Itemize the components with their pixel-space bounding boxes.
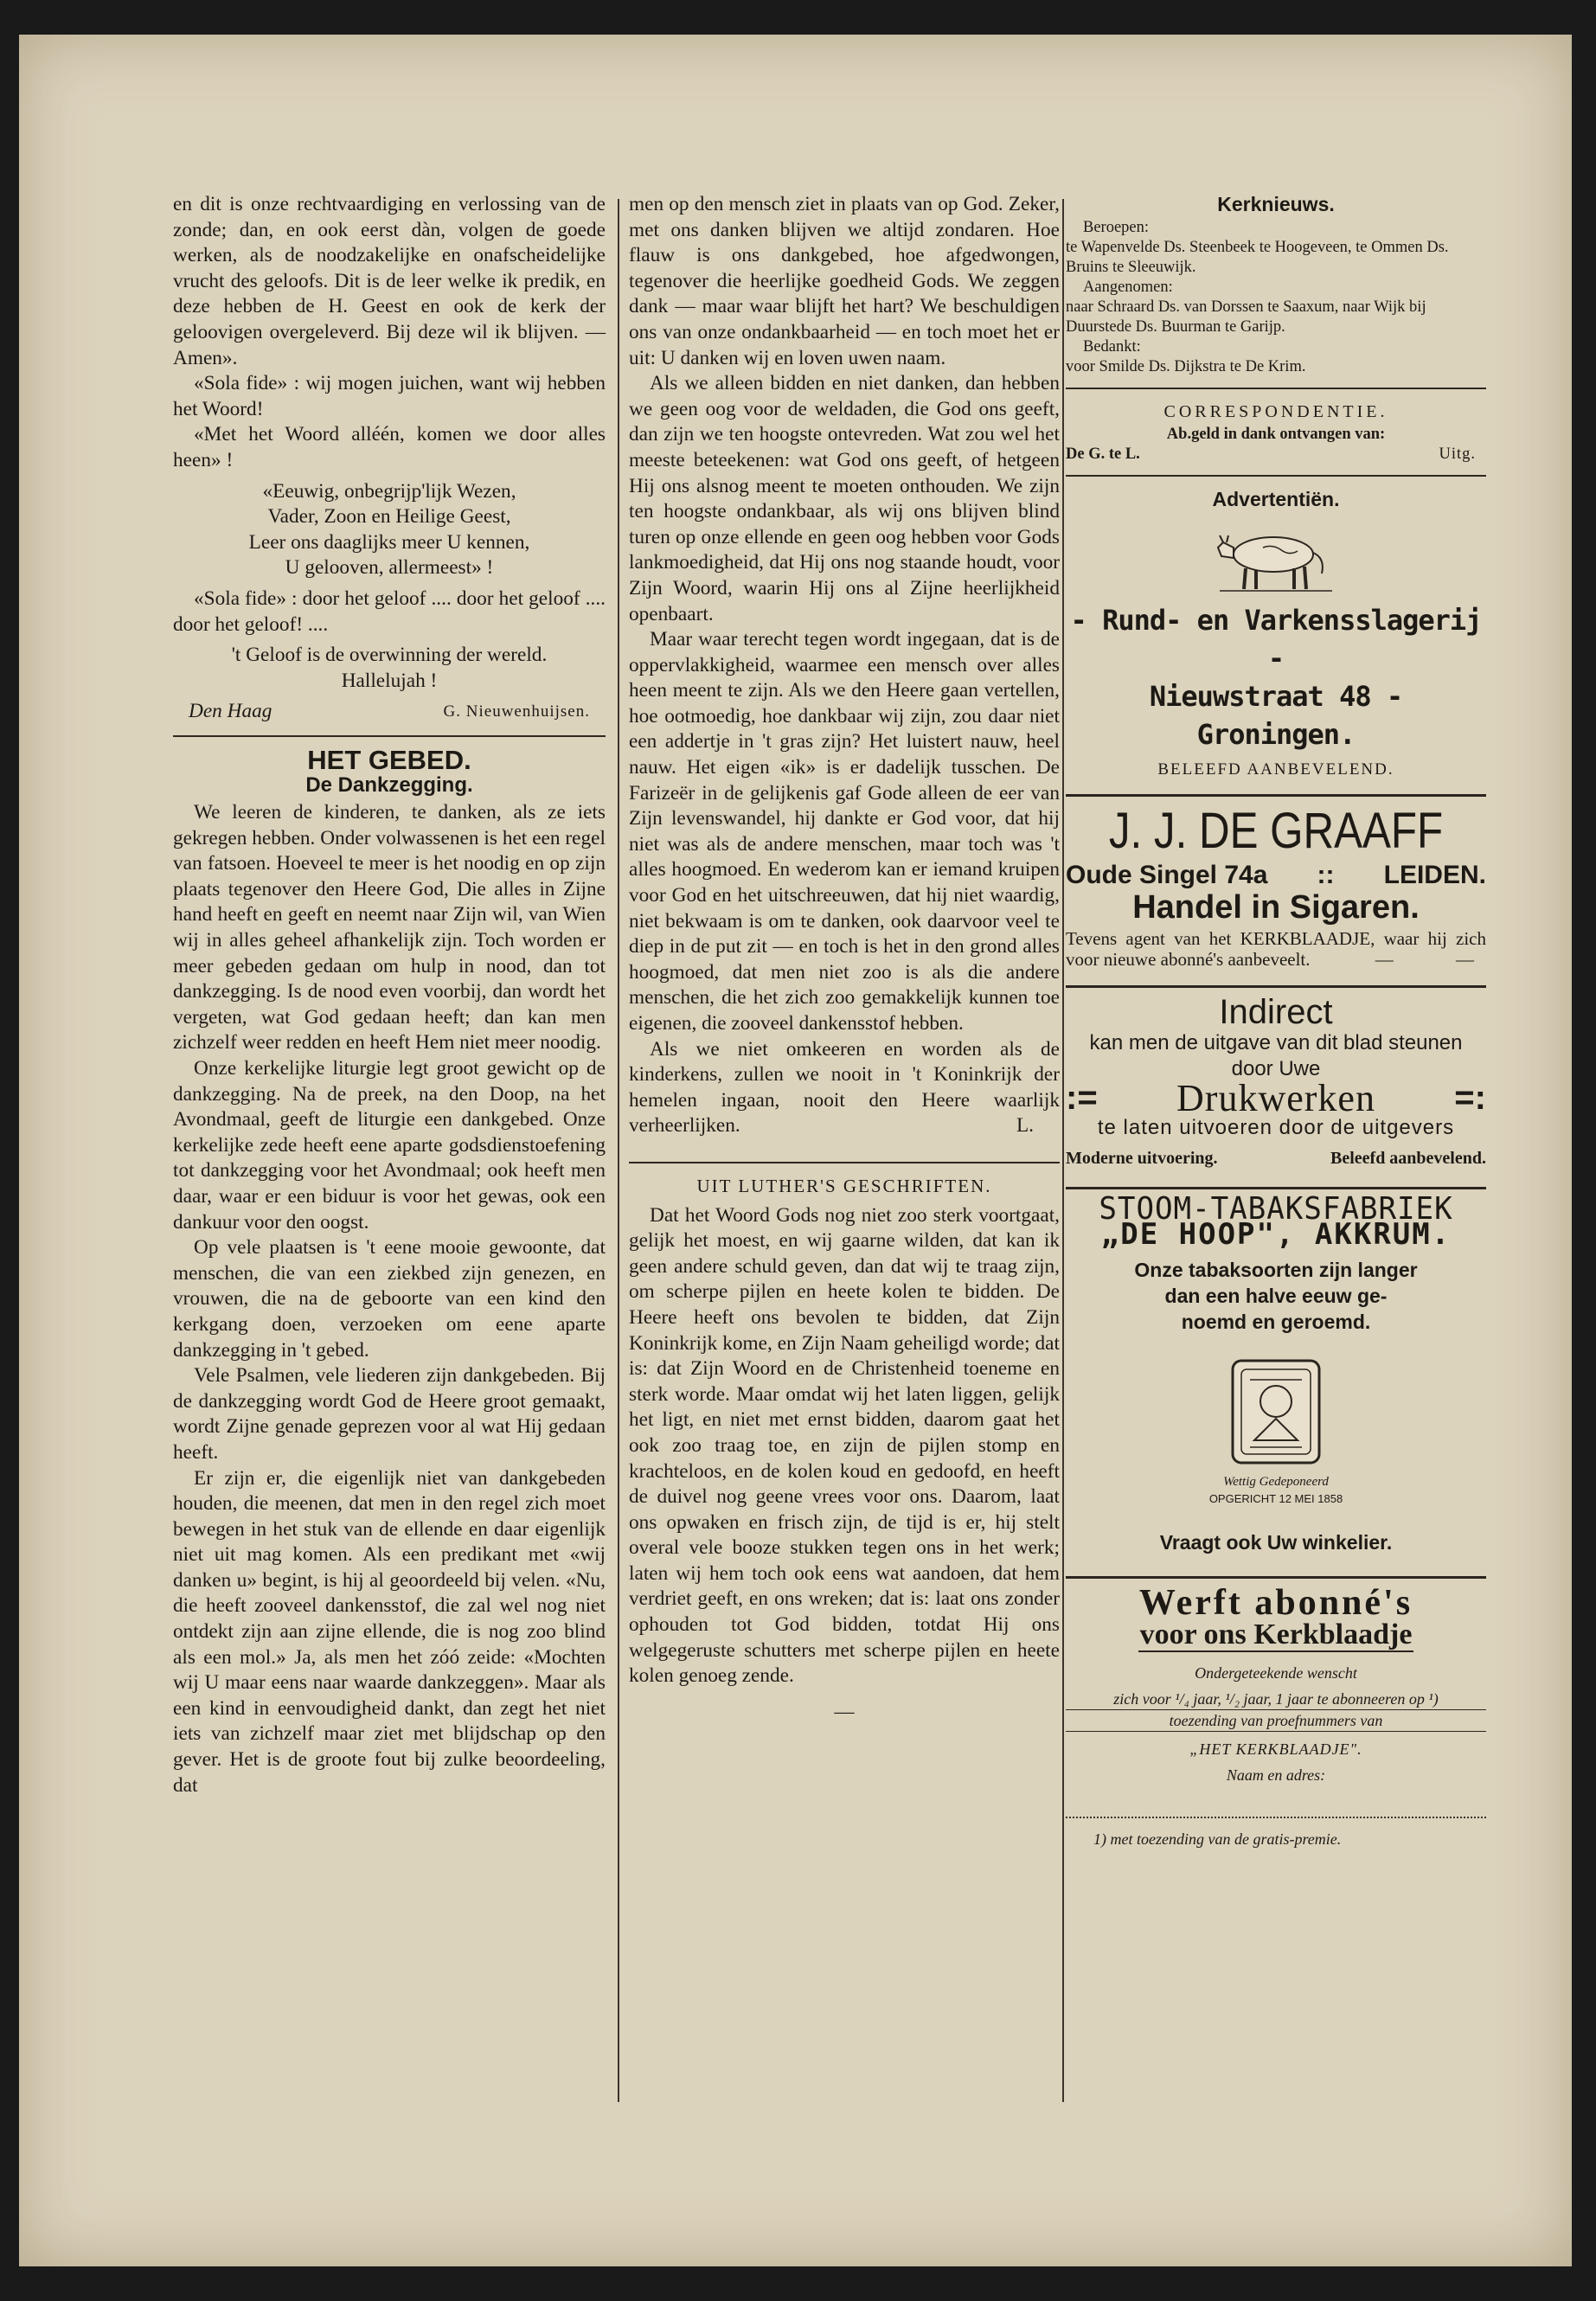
paragraph <box>629 1037 1060 1139</box>
divider <box>1066 388 1486 389</box>
graaff-text-body: Tevens agent van het KERKBLAADJE, waar hij zich voor nieuwe abonné's aanbeveelt. <box>1066 927 1486 970</box>
druk-line: te laten uitvoeren door de uitgevers <box>1097 1115 1455 1139</box>
paragraph-text: Als we niet omkeeren en worden als de kinderkens, zullen we nooit in 't Koninkrijk der hemelen ingaan, nooit den Heere waarlijk verheerlijken. <box>629 1037 1060 1138</box>
poem-line: Vader, Zoon en Heilige Geest, <box>267 505 511 529</box>
graaff-name: J. J. DE GRAAFF <box>1108 803 1444 860</box>
poem-line: Leer ons daaglijks meer U kennen, <box>248 530 530 554</box>
news-label: Aangenomen: <box>1083 278 1173 296</box>
paragraph: Als we alleen bidden en niet danken, dan hebben we geen oog voor de weldaden, die God ons geeft, dan zijn we ten hoogste ontevreden. Wat zou wel het meeste beteekenen: wat God ons geeft, of hetgeen Hij ons alsnog meent te moeten onthouden. We zijn ten hoogste ondankbaar, als wij ons blijven blind turen op onze ellende en geen oog hebben voor Gods lankmoedigheid, dat Hij ons nog staande houdt, voor Zijn Woord, waarin Hij ons al Zijne heerlijkheid openbaart. <box>629 372 1060 625</box>
drukwerken-row <box>1066 1077 1486 1120</box>
news-text: te Wapenvelde Ds. Steenbeek te Hoogeveen, te Ommen Ds. Bruins te Sleeuwijk. <box>1066 238 1449 276</box>
ad-indirect <box>1066 985 1486 1179</box>
correspondence-row <box>1066 445 1486 465</box>
section-title: Kerknieuws. <box>1217 193 1335 215</box>
poem-line: Hallelujah ! <box>341 669 438 692</box>
butcher-address: Nieuwstraat 48 - Groningen. <box>1149 679 1403 751</box>
paragraph: Maar waar terecht tegen wordt ingegaan, dat is de oppervlakkigheid, waarmee een mensch over alles heen meent te zijn. Als we den Heere gaan vertellen, hoe ootmoedig, hoe dankbaar wij zijn, zou daar niet een addertje in 't gras zijn? Het luistert nauw, heel nauw. Het eigen «ik» is er dadelijk tusschen. De Farizeër in de gelijkenis gaf Gode alleen de eer van Zijn levenswandel, hij dankte er God voor, dat hij niet was als de andere menschen, maar toch was 't alles hoogmoed. En wederom kan er iemand kruipen voor God en het uitschreeuwen, dat hij niet waardig, niet bekwaam is om te danken, ook daarvoor veel te diep in de put zit — en toch is het in den grond alles hoogmoed, dat men niet zoo is als die andere menschen, die het zich zoo gemakkelijk kunnen toe eigenen, die zooveel dankensstof hebben. <box>629 628 1060 1035</box>
form-line: Ondergeteekende wenscht <box>1195 1664 1357 1682</box>
address-line[interactable] <box>1066 1817 1486 1818</box>
poem <box>173 643 606 694</box>
graaff-address <box>1066 862 1486 888</box>
paragraph: Er zijn er, die eigenlijk niet van dankgebeden houden, die meenen, dat men in den regel zich moet bewegen in het stuk van de ellende en daar eigenlijk niet uit mag komen. Als een predikant met «wij danken u» begint, is hij al geoordeeld bij velen. «Nu, die heeft zooveel dankensstof, die zal wel nog niet ontdekt zijn aan zijne ellende, die is nog zoo blind als een mol.» Ja, als men het zóó zeide: «Mochten wij U maar eens naar waarde dankzeggen». Maar als een kind in eenvoudigheid dankt, dan zegt het niet iets van zichzelf maar ziet met blijdschap op den gever. Het is de groote fout bij zulke beoordeeling, dat <box>173 1466 606 1797</box>
correspondence-line: Ab.geld in dank ontvangen van: <box>1166 426 1386 444</box>
cow-icon <box>1211 518 1341 596</box>
werft-subtitle <box>1066 1618 1486 1650</box>
ad-graaff <box>1066 794 1486 976</box>
column-2 <box>629 192 1060 1725</box>
form-line: toezending van proefnummers van <box>1066 1710 1486 1732</box>
tobacco-name: „DE HOOP", AKKRUM. <box>1100 1216 1452 1252</box>
news-text: voor Smilde Ds. Dijkstra te De Krim. <box>1066 357 1306 375</box>
signature: L. <box>1016 1114 1034 1138</box>
section-title: Advertentiën. <box>1212 488 1340 511</box>
graaff-separator: :: <box>1317 861 1335 890</box>
tobacco-slogan <box>1066 1257 1486 1335</box>
end-mark: — <box>834 1700 855 1723</box>
slogan-line: noemd en geroemd. <box>1181 1310 1371 1333</box>
graaff-city: LEIDEN. <box>1383 861 1486 890</box>
graaff-street: Oude Singel 74a <box>1066 861 1268 890</box>
tobacco-factory: STOOM-TABAKSFABRIEK <box>1099 1191 1453 1227</box>
form-line: Naam en adres: <box>1226 1766 1326 1785</box>
column-rule <box>1062 199 1064 2102</box>
paragraph: «Sola fide» : door het geloof .... door het geloof .... door het geloof! .... <box>173 586 606 636</box>
poem-line: U gelooven, allermeest» ! <box>285 556 494 580</box>
column-3 <box>1066 192 1486 1853</box>
graaff-trade: Handel in Sigaren. <box>1132 888 1420 926</box>
druk-right: =: <box>1454 1079 1486 1118</box>
paragraph: Dat het Woord Gods nog niet zoo sterk voortgaat, gelijk het moest, en wij gaarne wilden, dat kan ik geen andere schuld geven, dan dat wij te traag zijn, om scherpe pijlen en heete kolen te bidden. De Heere heeft ons bevolen te bidden, dat Zijn Koninkrijk kome, en Zijn Naam geheiligd worde; dat is: dat Zijn Woord en de Christenheid toeneme en sterk worde. Maar omdat wij het laten liggen, gelijk het ligt, en niet met ernst bidden, daarom gaat het ook zoo traag toe, en zijn de pijlen stomp en krachteloos, en de kolen koud en gedoofd, en heeft de duivel nog geene vrees voor ons. Daarom, laat ons opwaken en frisch zijn, de tijd is er, hij stelt overal vele booze stukken tegen ons in het werk; laten wij hem toch ook eens wat aandoen, dat hem verdriet geeft, en ons wreken; dat is: laat ons zonder ophouden tot God bidden, totdat Hij ons welgegeruste schutters met scherpe pijlen en heete kolen genoeg zende. <box>629 1203 1060 1688</box>
footnote: 1) met toezending van de gratis-premie. <box>1093 1830 1342 1849</box>
indirect-line: kan men de uitgave van dit blad steunen <box>1089 1031 1463 1055</box>
divider <box>173 735 606 737</box>
news-text: naar Schraard Ds. van Dorssen te Saaxum, naar Wijk bij Duurstede Ds. Buurman te Garijp. <box>1066 298 1426 336</box>
ad-tobacco <box>1066 1187 1486 1562</box>
column-1 <box>173 192 606 1798</box>
poem-line: 't Geloof is de overwinning der wereld. <box>231 644 548 667</box>
signature <box>173 699 606 725</box>
werft-subtitle-text: voor ons Kerkblaadje <box>1139 1618 1413 1650</box>
trademark-text: Wettig Gedeponeerd <box>1223 1474 1329 1489</box>
news-label: Bedankt: <box>1083 337 1141 356</box>
druk-left: := <box>1066 1079 1098 1118</box>
correspondence-signature: Uitg. <box>1439 445 1476 464</box>
divider <box>1066 475 1486 477</box>
druk-modern: Moderne uitvoering. <box>1066 1148 1218 1168</box>
ad-butcher <box>1066 518 1486 790</box>
signature-name: G. Nieuwenhuijsen. <box>443 702 590 721</box>
article-title: UIT LUTHER'S GESCHRIFTEN. <box>696 1175 992 1196</box>
divider <box>629 1162 1060 1163</box>
news-label: Beroepen: <box>1083 218 1150 236</box>
druk-word: Drukwerken <box>1176 1077 1375 1120</box>
signature-place: Den Haag <box>189 700 272 723</box>
poem <box>173 479 606 581</box>
graaff-text <box>1066 928 1486 970</box>
section-title: CORRESPONDENTIE. <box>1163 401 1388 421</box>
article-subtitle: De Dankzegging. <box>305 773 473 798</box>
paragraph: en dit is onze rechtvaardiging en verlossing van de zonde; dan, en ook eerst dàn, volgen de goede werken, als de noodzakelijke en onafscheidelijke vrucht des geloofs. Dit is de leer welke ik predik, en deze hebben de H. Geest en ook de kerk der geloovigen overgeleverd. Bij deze wil ik blijven. — Amen». <box>173 193 606 369</box>
paragraph: Onze kerkelijke liturgie legt groot gewicht op de dankzegging. Na de preek, na den Doop, na het Avondmaal, geeft de liturgie een dankgebed. Onze kerkelijke zede heeft eene aparte godsdienstoefening tot dankzegging voor het Avondmaal; ook heeft men daar, waar er een biduur is voor het gewas, ook een dankuur voor den oogst. <box>173 1057 606 1234</box>
paragraph: Op vele plaatsen is 't eene mooie gewoonte, dat menschen, die van een ziekbed zijn genezen, en vrouwen, die na de geboorte van een kind den kerkgang doen, verzoeken om eene aparte dankzegging in 't gebed. <box>173 1236 606 1362</box>
slogan-line: dan een halve eeuw ge- <box>1164 1284 1388 1307</box>
paragraph: We leeren de kinderen, te danken, als ze iets gekregen hebben. Onder volwassenen is het een regel van fatsoen. Hoeveel te meer is het noodig en op zijn plaats tegenover den Heere God, Die alles in Zijne hand heeft en geeft en neemt naar Zijn wil, van Wien wij in alles geheel afhankelijk zijn. Toch worden er meer gebeden gedaan om hulp in nood, dan tot dankzegging. Is de nood even voorbij, dan wordt het vergeten, wat God gedaan heeft; dan kan men zichzelf weer redden en heeft Hem niet meer noodig. <box>173 801 606 1054</box>
indirect-line: door Uwe <box>1231 1057 1321 1081</box>
newspaper-page <box>19 35 1572 2266</box>
form-line[interactable]: zich voor ¹/₄ jaar, ¹/₂ jaar, 1 jaar te abonneeren op ¹) <box>1066 1689 1486 1710</box>
butcher-tagline: BELEEFD AANBEVELEND. <box>1157 760 1394 779</box>
form-line: „HET KERKBLAADJE". <box>1189 1740 1362 1759</box>
tobacco-ask: Vraagt ook Uw winkelier. <box>1159 1530 1393 1554</box>
article-title: HET GEBED. <box>307 744 471 775</box>
paragraph: «Met het Woord alléén, komen we door alles heen» ! <box>173 423 606 471</box>
indirect-title: Indirect <box>1219 992 1333 1031</box>
poem-line: «Eeuwig, onbegrijp'lijk Wezen, <box>262 479 516 503</box>
paragraph: Vele Psalmen, vele liederen zijn dankgebeden. Bij de dankzegging wordt God de Heere groot gemaakt, wordt Zijne genade geprezen voor al wat Hij gedaan heeft. <box>173 1364 606 1464</box>
subscription-form <box>1066 1576 1486 1853</box>
dash: — <box>1456 948 1474 970</box>
dash: — <box>1375 948 1394 970</box>
druk-footer <box>1066 1146 1486 1172</box>
druk-beleefd: Beleefd aanbevelend. <box>1330 1148 1486 1168</box>
werft-title: Werft abonné's <box>1138 1583 1413 1624</box>
paragraph: «Sola fide» : wij mogen juichen, want wij hebben het Woord! <box>173 372 606 420</box>
paragraph: men op den mensch ziet in plaats van op God. Zeker, met ons danken blijven we altijd zondaren. Hoe flauw is ons dankgebed, hoe afgedwongen, tegenover die heerlijke goedheid Gods. We zeggen dank — maar waar blijft het hart? We beschuldigen ons van onze ondankbaarheid — en toch moet het er uit: U danken wij en loven uwen naam. <box>629 193 1060 369</box>
slogan-line: Onze tabaksoorten zijn langer <box>1134 1258 1418 1281</box>
church-news <box>1066 218 1486 377</box>
trademark-icon <box>1202 1354 1349 1518</box>
column-rule <box>618 199 619 2102</box>
trademark-text: OPGERICHT 12 MEI 1858 <box>1208 1491 1343 1505</box>
butcher-name: - Rund- en Varkensslagerij - <box>1070 603 1482 675</box>
correspondence-from: De G. te L. <box>1066 445 1140 464</box>
